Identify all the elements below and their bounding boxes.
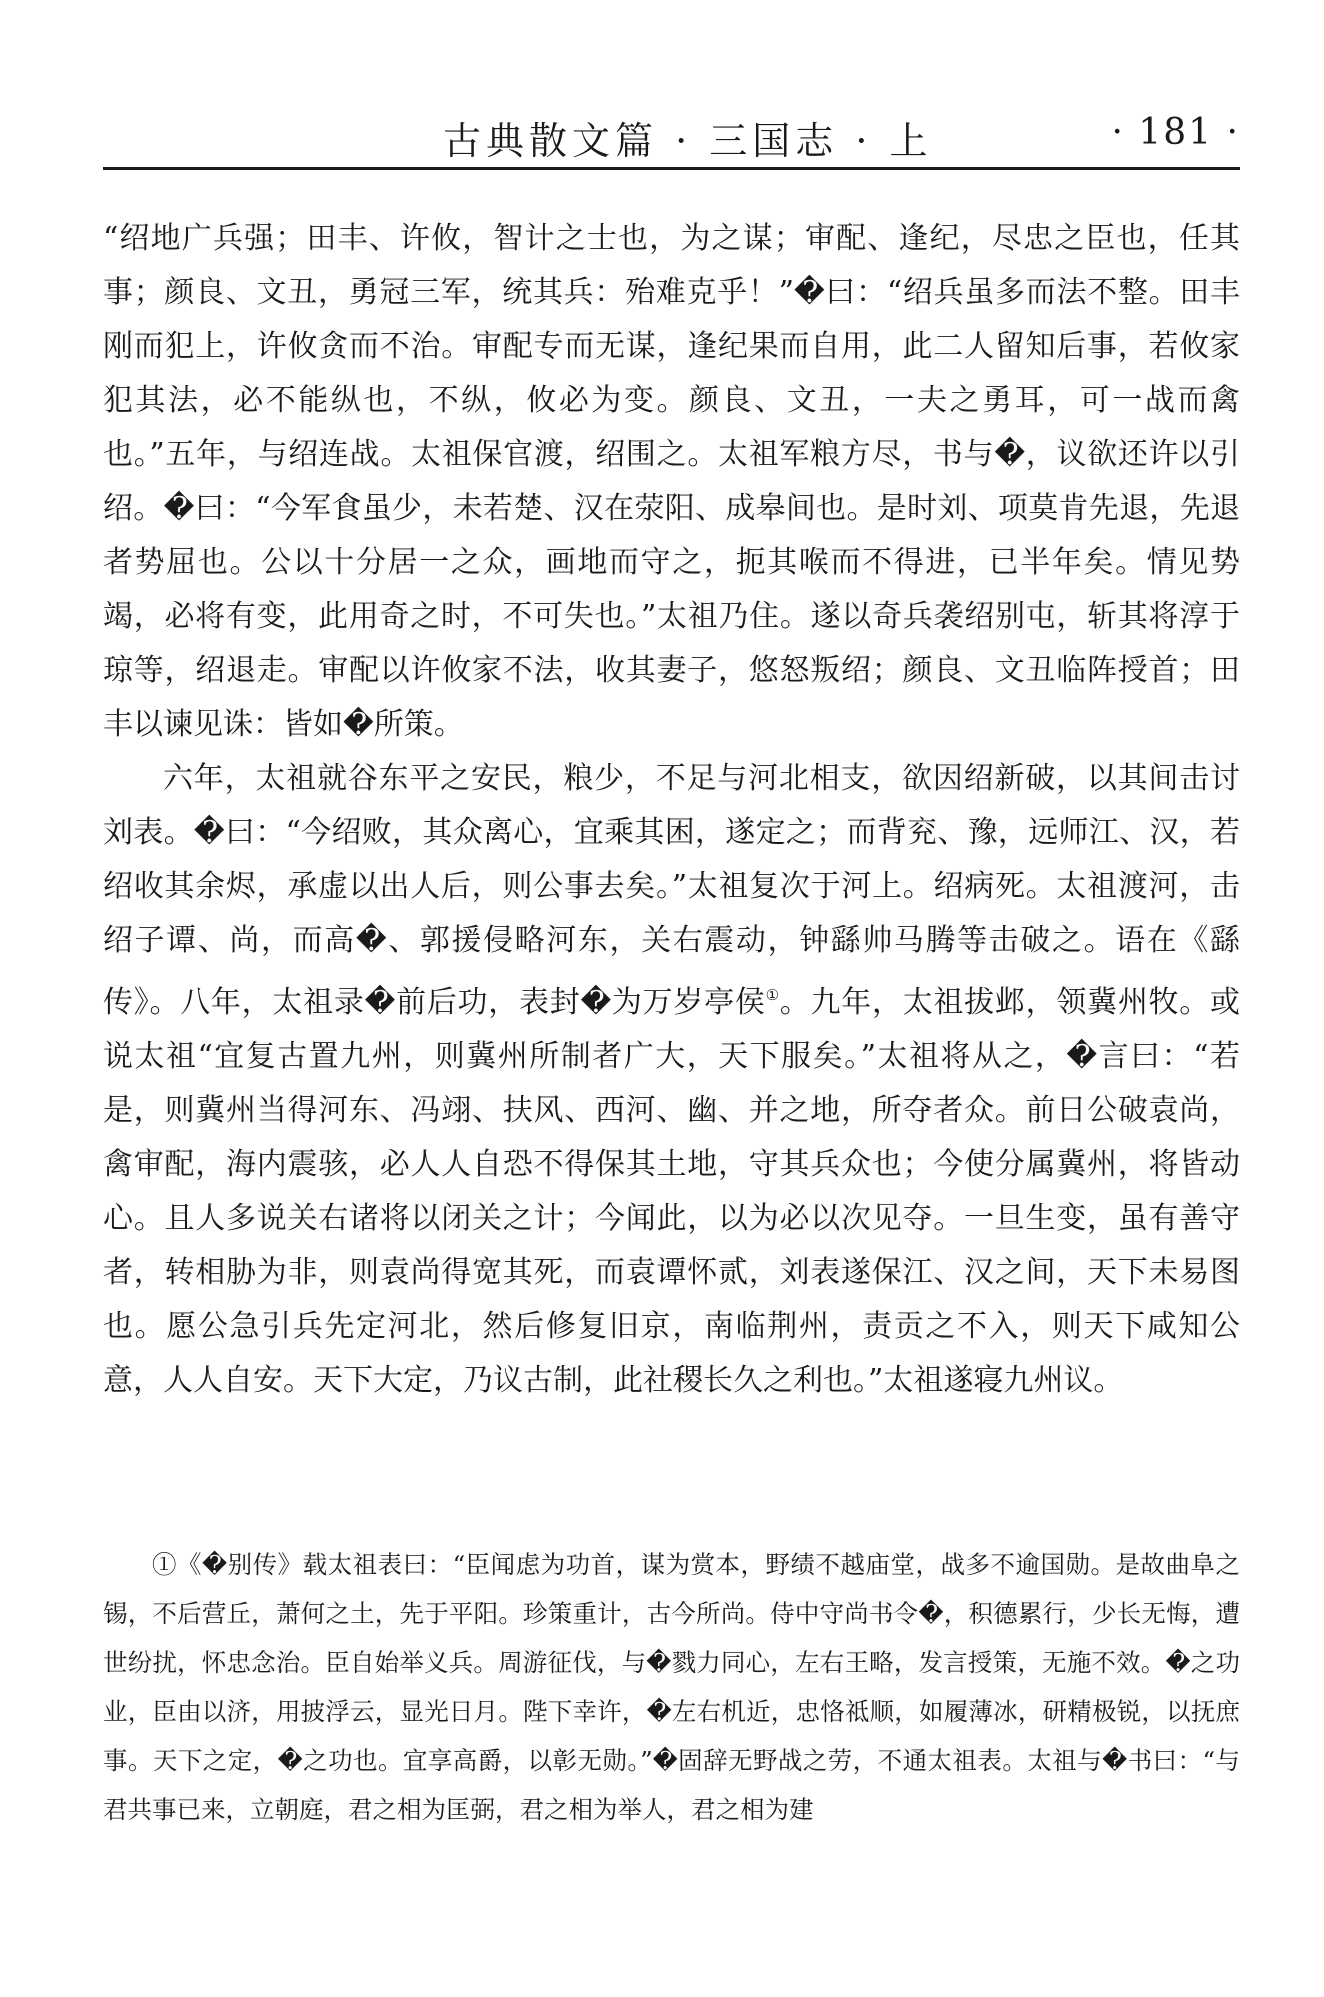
header-title: 古典散文篇 · 三国志 · 上 — [443, 119, 933, 163]
page-number: · 181 · — [1111, 112, 1240, 153]
header-rule — [103, 167, 1240, 170]
paragraph-1: “绍地广兵强；田丰、许攸，智计之士也，为之谋；审配、逢纪，尽忠之臣也，任其事；颜良、文丑，勇冠三军，统其兵：殆难克乎！”�曰：“绍兵虽多而法不整。田丰刚而犯上，许攸贪而不治。审配专而无谋，逢纪果而自用，此二人留知后事，若攸家犯其法，必不能纵也，不纵，攸必为变。颜良、文丑，一夫之勇耳，可一战而禽也。”五年，与绍连战。太祖保官渡，绍围之。太祖军粮方尽，书与�，议欲还许以引绍。�曰：“今军食虽少，未若楚、汉在荥阳、成皋间也。是时刘、项莫肯先退，先退者势屈也。公以十分居一之众，画地而守之，扼其喉而不得进，已半年矣。情见势竭，必将有变，此用奇之时，不可失也。”太祖乃住。遂以奇兵袭绍别屯，斩其将淳于琼等，绍退走。审配以许攸家不法，收其妻子，悠怒叛绍；颜良、文丑临阵授首；田丰以谏见诛：皆如�所策。 — [103, 221, 1240, 742]
footnote-marker: ① — [765, 986, 780, 1004]
running-header — [103, 108, 1240, 170]
footnote-text: ①《�别传》载太祖表曰：“臣闻虑为功首，谋为赏本，野绩不越庙堂，战多不逾国勋。是故曲阜之锡，不后营丘，萧何之土，先于平阳。珍策重计，古今所尚。侍中守尚书令�，积德累行，少长无悔，遭世纷扰，怀忠念治。臣自始举义兵。周游征伐，与�戮力同心，左右王略，发言授策，无施不效。�之功业，臣由以济，用披浮云，显光日月。陛下幸许，�左右机近，忠恪祗顺，如履薄冰，研精极锐，以抚庶事。天下之定，�之功也。宜享高爵，以彰无勋。”�固辞无野战之劳，不通太祖表。太祖与�书曰：“与君共事已来，立朝庭，君之相为匡弼，君之相为举人，君之相为建 — [103, 1550, 1240, 1824]
main-text — [103, 212, 1240, 1408]
paragraph-2-text-b: 。九年，太祖拔邺，领冀州牧。或说太祖“宜复古置九州，则冀州所制者广大，天下服矣。”太祖将从之，�言曰：“若是，则冀州当得河东、冯翊、扶风、西河、幽、并之地，所夺者众。前日公破袁尚，禽审配，海内震骇，必人人自恐不得保其土地，守其兵众也；今使分属冀州，将皆动心。且人多说关右诸将以闭关之计；今闻此，以为必以次见夺。一旦生变，虽有善守者，转相胁为非，则袁尚得宽其死，而袁谭怀贰，刘表遂保江、汉之间，天下未易图也。愿公急引兵先定河北，然后修复旧京，南临荆州，责贡之不入，则天下咸知公意，人人自安。天下大定，乃议古制，此社稷长久之利也。”太祖遂寝九州议。 — [103, 985, 1241, 1398]
paragraph-2-text-a: 六年，太祖就谷东平之安民，粮少，不足与河北相支，欲因绍新破，以其间击讨刘表。�曰：“今绍败，其众离心，宜乘其困，遂定之；而背兖、豫，远师江、汉，若绍收其余烬，承虚以出人后，则公事去矣。”太祖复次于河上。绍病死。太祖渡河，击绍子谭、尚，而高�、郭援侵略河东，关右震动，钟繇帅马腾等击破之。语在《繇传》。八年，太祖录�前后功，表封�为万岁亭侯 — [103, 761, 1240, 1020]
footnote — [103, 1540, 1240, 1834]
paragraph-2 — [103, 752, 1240, 1408]
